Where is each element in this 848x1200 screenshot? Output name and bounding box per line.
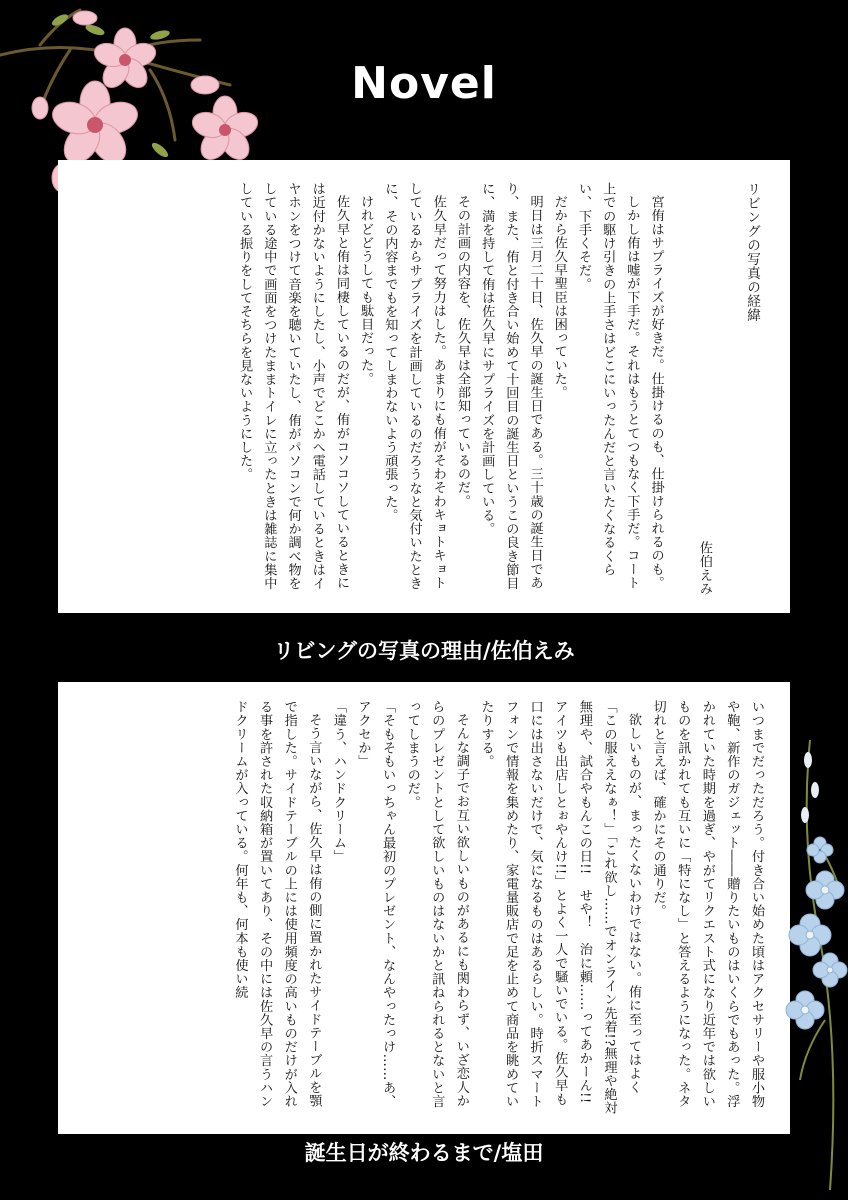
paragraph: 佐久早だって努力はした。あまりにも侑がそわそわキョトキョトしているからサプライズを計画しているのだろうなと気付いたときに、その内容までもを知ってしまわないよう頑張った。 [382,182,446,590]
paragraph: 「そもそもいっちゃん最初のプレゼント、なんやったっけ……あ、アクセか」 [355,700,396,1108]
paragraph: 欲しいものが、まったくないわけではない。侑に至ってはよく「この服ええなぁ！」「これ欲し……でオンライン先着!?無理や絶対無理や、試合やもんこの日!! せや！ 治に頼……ってあかーん!! アイツも出店しとぉやんけ!!」とよく一人で騒いでいる。佐久早も口には出さないだけで、気になるものはあるらしい。時折スマートフォンで情報を集めたり、家電量販店で足を止めて商品を眺めていたりする。 [478,700,642,1118]
paragraph: 「違う、ハンドクリーム」 [330,700,346,864]
page-title: Novel [351,58,497,109]
story-caption-1: リビングの写真の理由/佐伯えみ [273,639,575,663]
vertical-text-2 [78,700,768,1116]
paragraph: しかし侑は嘘が下手だ。それはもうとてつもなく下手だ。コート上での駆け引きの上手さはどこにいったんだと言いたくなるくらい、下手くそだ。 [575,182,640,590]
paragraph: そんな調子でお互い欲しいものがあるにも関わらず、いざ恋人からのプレゼントとして欲しいものはないかと訊ねられるとないと言ってしまうのだ。 [404,700,469,1108]
paragraph: そう言いながら、佐久早は侑の側に置かれたサイドテーブルを顎で指した。サイドテーブルの上には使用頻度の高いものだけが入れる事を許された収納箱が置いてあり、その中には佐久早の言うハンドクリームが入っている。何年も、何本も使い続 [232,700,322,1108]
paragraph: だから佐久早聖臣は困っていた。 [551,195,567,400]
story-caption-2: 誕生日が終わるまで/塩田 [304,1141,544,1165]
paragraph: いつまでだっただろう。付き合い始めた頃はアクセサリーや服小物や鞄、新作のガジェット――贈りたいものはいくらでもあった。浮かれていた時期を過ぎ、やがてリクエスト式になり近年では欲しいものを訊かれても互いに「特になし」と答えるようになった。ネタ切れと言えば、確かにその通りだ。 [650,700,764,1108]
novel-excerpt-panel-2 [58,682,790,1134]
vertical-text-1 [78,182,764,595]
paragraph: その計画の内容を、佐久早は全部知っているのだ。 [454,195,470,508]
blue-flower-decoration [770,720,848,1200]
story-title: リビングの写真の経緯 [744,182,760,322]
paragraph: けれどどうしても駄目だった。 [358,195,374,386]
paragraph: 佐久早と侑は同棲しているのだが、侑がコソコソしているときには近付かないようにしたし、小声でどこかへ電話しているときはイヤホンをつけて音楽を聴いていたし、侑がパソコンで何か調べ物をしている途中で画面をつけたままトイレに立ったときは雑誌に集中している振りをしてそちらを見ないようにした。 [237,182,349,590]
paragraph: 明日は三月二十日、佐久早の誕生日である。三十歳の誕生日であり、また、侑と付き合い始めて十回目の誕生日というこの良き節目に、満を持して侑は佐久早にサプライズを計画している。 [479,182,543,590]
novel-excerpt-panel-1 [58,160,790,613]
paragraph: 宮侑はサプライズが好きだ。仕掛けるのも、仕掛けられるのも。 [648,195,664,590]
story-author: 佐伯えみ [696,540,712,595]
